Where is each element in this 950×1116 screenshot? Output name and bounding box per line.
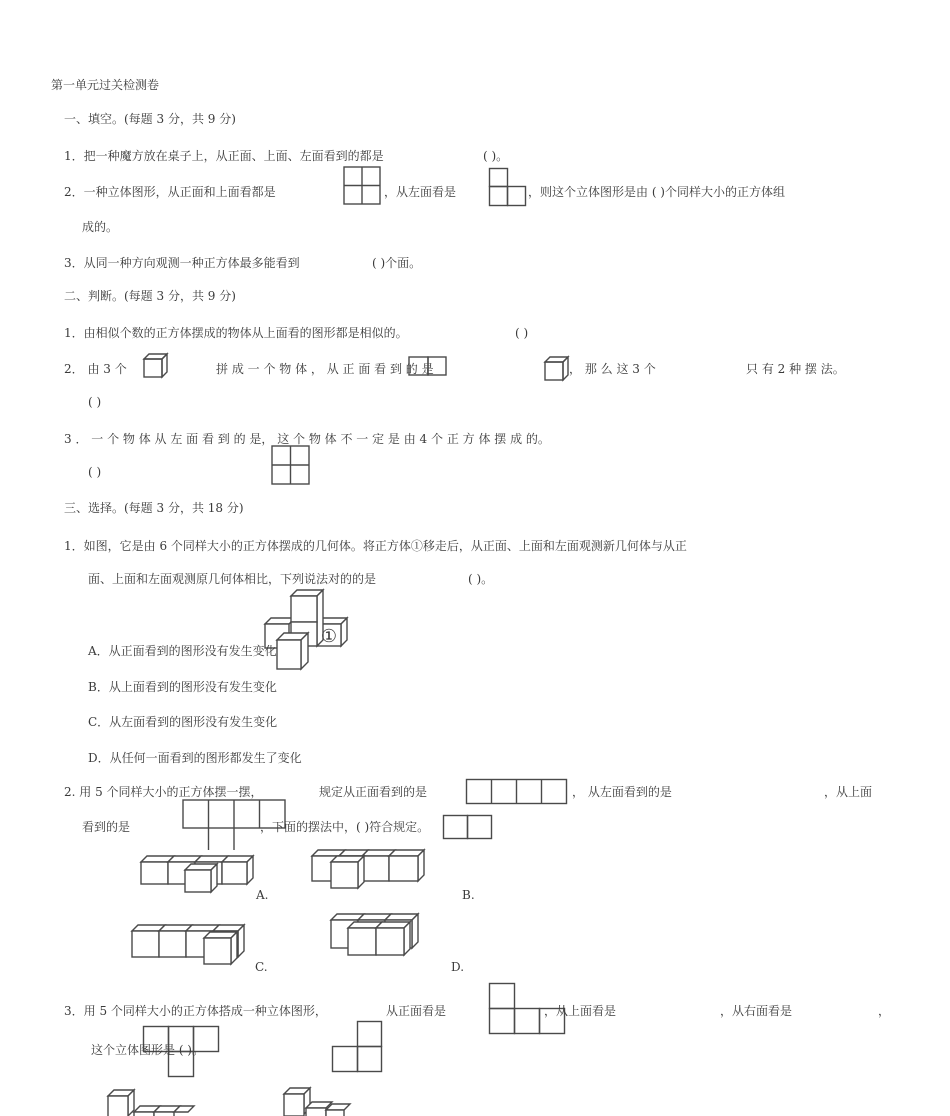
s3-q2-text-b: 规定从正面看到的是	[319, 785, 428, 799]
s3-q2-text-a: 2. 用 5 个同样大小的正方体摆一摆，	[64, 785, 263, 799]
s3-q1-option-d[interactable]: D．从任何一面看到的图形都发生了变化	[88, 751, 302, 765]
page-title: 第一单元过关检测卷	[51, 78, 160, 92]
cube-icon	[142, 352, 170, 380]
s3-q2-text-f: ，下面的摆法中，( )符合规定。	[260, 820, 430, 834]
option-d-label[interactable]: D.	[451, 960, 465, 974]
circled-one-label: ①	[320, 626, 338, 647]
square-2x2-figure	[271, 445, 311, 486]
s2-q2-text-a: 2． 由 3 个	[64, 362, 127, 376]
s1-q3-text: 3．从同一种方向观测一种正方体最多能看到	[64, 256, 300, 270]
six-cube-solid-figure	[262, 588, 354, 672]
s3-q1-option-b[interactable]: B．从上面看到的图形没有发生变化	[88, 680, 277, 694]
s3-q2-text-e: 看到的是	[82, 820, 131, 834]
s1-q1-text: 1．把一种魔方放在桌子上，从正面、上面、左面看到的都是	[64, 149, 384, 163]
s2-q3-text: 3 ． 一 个 物 体 从 左 面 看 到 的 是， 这 个 物 体 不 一 定 是 由 4 个 正 方 体 摆 成 的。	[64, 432, 550, 446]
l-shape-figure	[488, 167, 528, 208]
s2-q3-blank[interactable]: ( )	[88, 465, 102, 479]
option-d-cubes-figure[interactable]	[329, 912, 421, 958]
s3-q3-text-f: 这个立体图形是 ( )。	[91, 1043, 204, 1057]
s3-q1-text-b: 面、上面和左面观测原几何体相比，下列说法对的的是	[88, 572, 377, 586]
option-b-label[interactable]: B.	[462, 888, 475, 902]
s1-q2-text-a: 2．一种立体图形，从正面和上面看都是	[64, 185, 276, 199]
s3-q1-text-a: 1．如图，它是由 6 个同样大小的正方体摆成的几何体。将正方体①移走后，从正面、上面和左面观测新几何体与从正	[64, 539, 687, 553]
section1-heading: 一、填空。(每题 3 分，共 9 分)	[64, 112, 236, 126]
s2-q2-text-b: 拼 成 一 个 物 体 ， 从 正 面 看 到 的 是	[216, 362, 434, 376]
s3-q3-text-a: 3．用 5 个同样大小的正方体搭成一种立体图形，	[64, 1004, 327, 1018]
s1-q2-text-d: 成的。	[82, 220, 119, 234]
s3-q1-blank[interactable]: ( )。	[468, 572, 494, 586]
s3-q3-text-c: ，从上面看是	[544, 1004, 617, 1018]
s2-q1-text: 1．由相似个数的正方体摆成的物体从上面看的图形都是相似的。	[64, 326, 408, 340]
s2-q2-text-c: ， 那 么 这 3 个	[569, 362, 656, 376]
s3-q3-text-d: ，从右面看是	[720, 1004, 793, 1018]
right-view-figure	[331, 1020, 385, 1074]
s3-q1-option-c[interactable]: C．从左面看到的图形没有发生变化	[88, 715, 278, 729]
option-c-label[interactable]: C.	[255, 960, 268, 974]
s1-q2-text-c: ，则这个立体图形是由 ( )个同样大小的正方体组	[528, 185, 785, 199]
s2-q2-blank[interactable]: ( )	[88, 395, 102, 409]
s3-q3-text-b: 从正面看是	[386, 1004, 447, 1018]
two-squares-figure	[442, 814, 494, 841]
two-squares-figure	[407, 355, 449, 377]
s3-q3-text-e: ，	[878, 1004, 891, 1018]
option-a-label[interactable]: A.	[256, 888, 269, 902]
s3-q1-option-a[interactable]: A．从正面看到的图形没有发生变化	[88, 644, 277, 658]
s3-q2-text-c: ， 从左面看到的是	[572, 785, 672, 799]
four-squares-row-figure	[465, 778, 569, 806]
s1-q1-blank[interactable]: ( )。	[483, 149, 509, 163]
option-c-cubes-figure[interactable]	[130, 922, 248, 968]
s2-q1-blank[interactable]: ( )	[515, 326, 529, 340]
answer-cubes-figure[interactable]	[282, 1086, 354, 1116]
s1-q3-blank[interactable]: ( )个面。	[372, 256, 422, 270]
option-a-cubes-figure[interactable]	[139, 854, 257, 894]
square-2x2-figure	[343, 166, 383, 207]
section3-heading: 三、选择。(每题 3 分，共 18 分)	[64, 501, 244, 515]
section2-heading: 二、判断。(每题 3 分，共 9 分)	[64, 289, 236, 303]
answer-cubes-figure[interactable]	[106, 1088, 198, 1116]
cube-icon	[543, 355, 571, 383]
option-b-cubes-figure[interactable]	[310, 846, 428, 890]
s3-q2-text-d: ，从上面	[824, 785, 873, 799]
s2-q2-text-d: 只 有 2 种 摆 法。	[746, 362, 845, 376]
s1-q2-text-b: ，从左面看是	[384, 185, 457, 199]
